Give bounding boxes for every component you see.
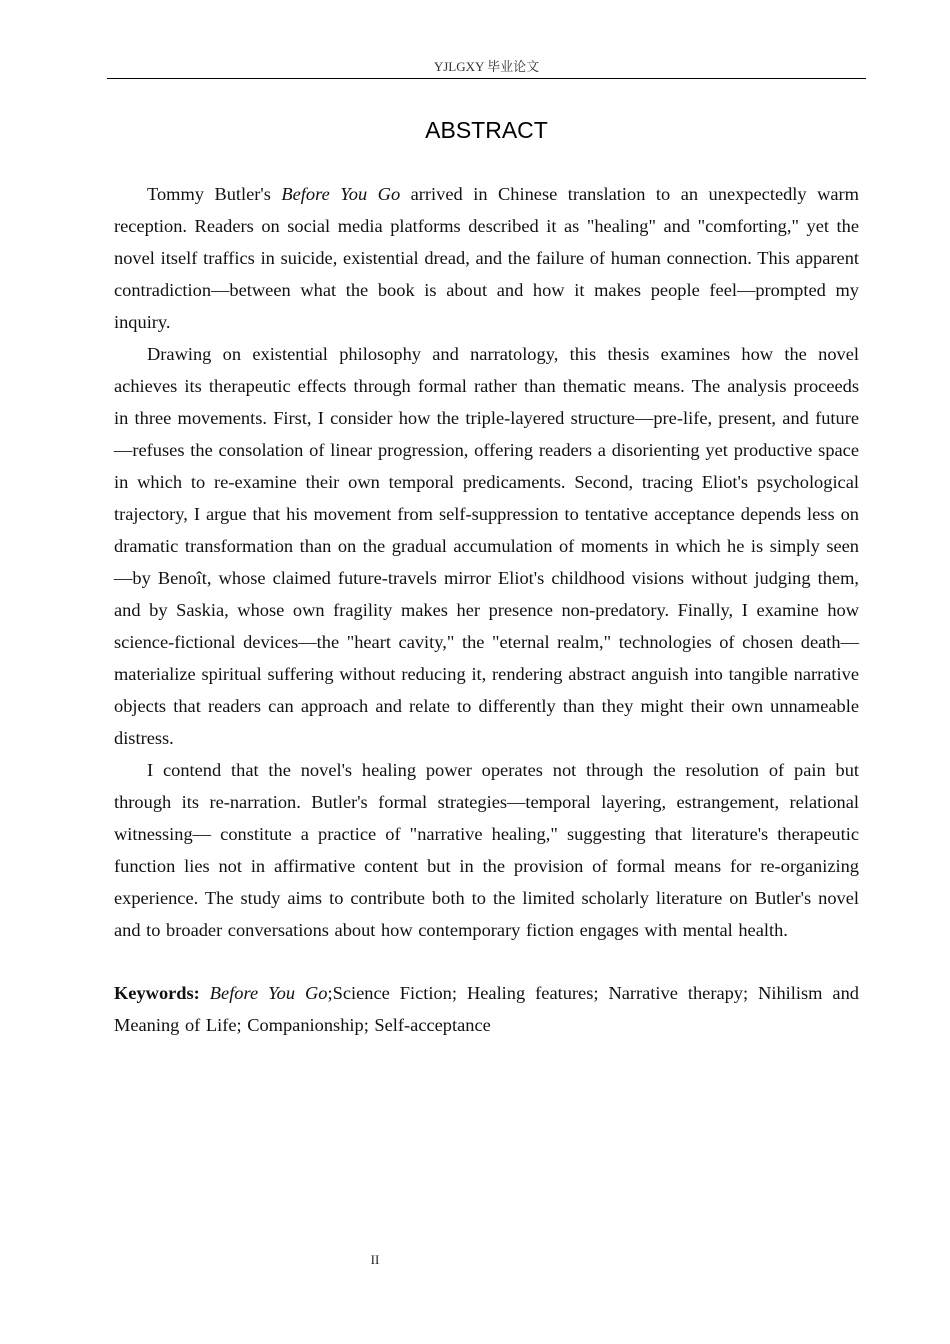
keywords-list: ;Science Fiction; Healing features; Narrative therapy; Nihilism and Meaning of Life; Companionship; Self-acceptance (114, 983, 859, 1035)
page-number: II (370, 1252, 380, 1267)
paragraph-text: Tommy Butler's (147, 184, 282, 204)
abstract-paragraph-1 (114, 178, 859, 338)
keywords-line (114, 977, 859, 1041)
header-divider (107, 78, 866, 79)
paragraph-text: arrived in Chinese translation to an unexpectedly warm reception. Readers on social media platforms described it as "healing" and "comforting," yet the novel itself traffics in suicide, existential dread, and the failure of human connection. This apparent contradiction—between what the book is about and how it makes people feel—prompted my inquiry. (114, 184, 859, 332)
abstract-body (114, 178, 859, 1041)
page-title: ABSTRACT (425, 117, 548, 143)
book-title-italic: Before You Go (281, 184, 401, 204)
abstract-paragraph-3: I contend that the novel's healing power operates not through the resolution of pain but through its re-narration. Butler's formal strategies—temporal layering, estrangement, relational witnessing— constitute a practice of "narrative healing," suggesting that literature's therapeutic function lies not in affirmative content but in the provision of formal means for re-organizing experience. The study aims to contribute both to the limited scholarly literature on Butler's novel and to broader conversations about how contemporary fiction engages with mental health. (114, 760, 859, 940)
keyword-book-title: Before You Go (209, 983, 328, 1003)
keywords-label: Keywords: (114, 983, 200, 1003)
running-header: YJLGXY 毕业论文 (433, 59, 540, 74)
abstract-paragraph-2: Drawing on existential philosophy and narratology, this thesis examines how the novel achieves its therapeutic effects through formal rather than thematic means. The analysis proceeds in three movements. First, I consider how the triple-layered structure—pre-life, present, and future—refuses the consolation of linear progression, offering readers a disorienting yet productive space in which to re-examine their own temporal predicaments. Second, tracing Eliot's psychological trajectory, I argue that his movement from self-suppression to tentative acceptance depends less on dramatic transformation than on the gradual accumulation of moments in which he is simply seen—by Benoît, whose claimed future-travels mirror Eliot's childhood visions without judging them, and by Saskia, whose own fragility makes her presence non-predatory. Finally, I examine how science-fictional devices—the "heart cavity," the "eternal realm," technologies of chosen death—materialize spiritual suffering without reducing it, rendering abstract anguish into tangible narrative objects that readers can approach and relate to differently than they might their own unnameable distress. (114, 344, 859, 748)
